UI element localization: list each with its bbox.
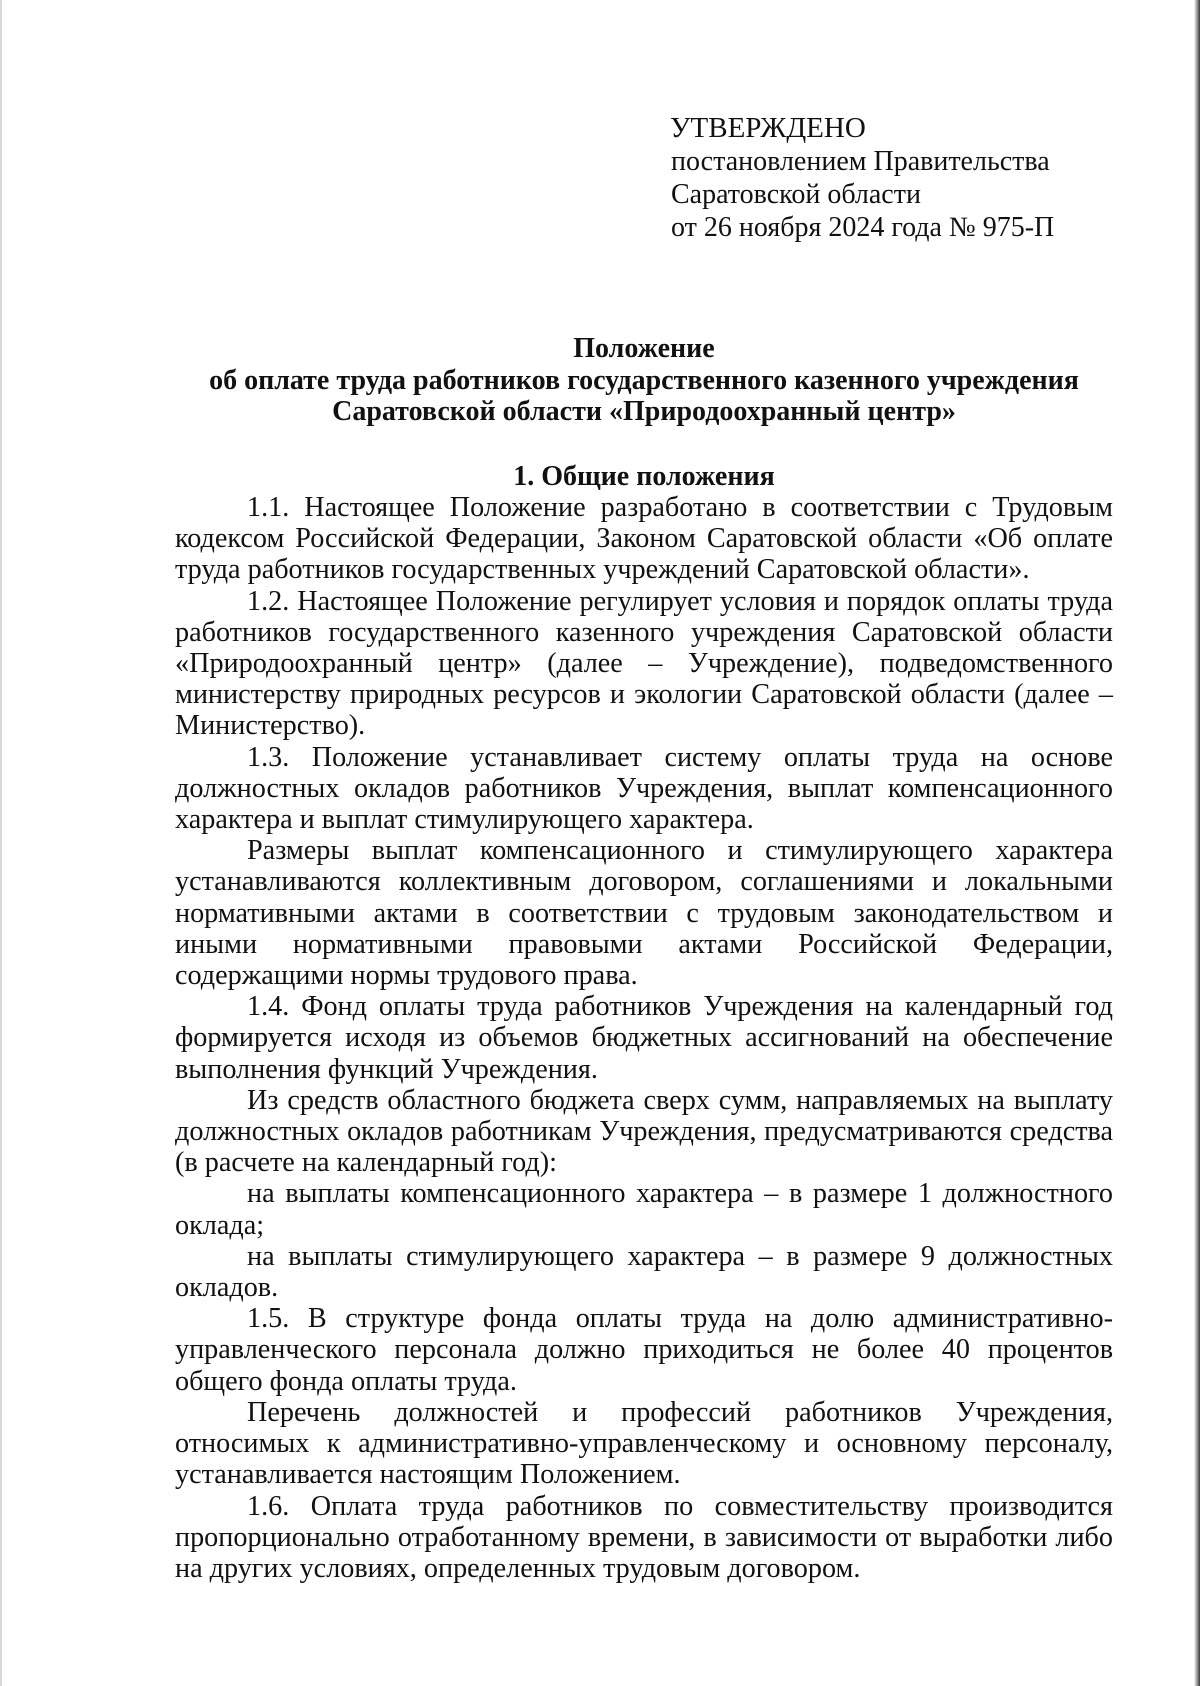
scan-edge-right: [1194, 0, 1200, 1686]
paragraph-1-3: 1.3. Положение устанавливает систему оплаты труда на основе должностных окладов работников Учреждения, выплат компенсационного характера и выплат стимулирующего характера.: [175, 741, 1113, 836]
approval-heading: УТВЕРЖДЕНО: [670, 112, 866, 144]
approval-region-line: Саратовской области: [671, 179, 921, 210]
document-title: [160, 333, 1128, 428]
approval-decree-line: постановлением Правительства: [671, 146, 1050, 177]
paragraph-compensation-payments: на выплаты компенсационного характера – в размере 1 должностного оклада;: [175, 1178, 1113, 1241]
paragraph-1-2: 1.2. Настоящее Положение регулирует условия и порядок оплаты труда работников государственного казенного учреждения Саратовской области «Природоохранный центр» (далее – Учреждение), подведомственного министерству природных ресурсов и экологии Саратовской области (далее – Министерство).: [175, 585, 1113, 742]
paragraph-1-5: 1.5. В структуре фонда оплаты труда на долю административно-управленческого персонала должно приходиться не более 40 процентов общего фонда оплаты труда.: [175, 1303, 1113, 1397]
paragraph-1-1: 1.1. Настоящее Положение разработано в соответствии с Трудовым кодексом Российской Федерации, Законом Саратовской области «Об оплате труда работников государственных учреждений Саратовской области».: [175, 492, 1113, 586]
paragraph-budget-funds: Из средств областного бюджета сверх сумм, направляемых на выплату должностных окладов работникам Учреждения, предусматриваются средства (в расчете на календарный год):: [175, 1084, 1113, 1179]
title-line-3: Саратовской области «Природоохранный центр»: [332, 396, 956, 427]
section-heading: 1. Общие положения: [513, 461, 775, 492]
title-line-1: Положение: [573, 333, 715, 364]
paragraph-positions-list: Перечень должностей и профессий работников Учреждения, относимых к административно-управленческому и основному персоналу, устанавливается настоящим Положением.: [175, 1396, 1113, 1491]
scan-edge-left: [0, 0, 2, 1686]
paragraph-1-4: 1.4. Фонд оплаты труда работников Учреждения на календарный год формируется исходя из объемов бюджетных ассигнований на обеспечение выполнения функций Учреждения.: [175, 991, 1113, 1085]
paragraph-payment-sizes: Размеры выплат компенсационного и стимулирующего характера устанавливаются коллективным договором, соглашениями и локальными нормативными актами в соответствии с трудовым законодательством и иными нормативными правовыми актами Российской Федерации, содержащими нормы трудового права.: [175, 835, 1113, 992]
paragraph-incentive-payments: на выплаты стимулирующего характера – в размере 9 должностных окладов.: [175, 1240, 1113, 1304]
section-body: [175, 492, 1113, 1584]
title-line-2: об оплате труда работников государственного казенного учреждения: [209, 364, 1079, 396]
paragraph-1-6: 1.6. Оплата труда работников по совместительству производится пропорционально отработанному времени, в зависимости от выработки либо на других условиях, определенных трудовым договором.: [175, 1490, 1113, 1584]
approval-date-number-line: от 26 ноября 2024 года № 975-П: [671, 212, 1055, 243]
approval-stamp-block: [671, 112, 1054, 244]
